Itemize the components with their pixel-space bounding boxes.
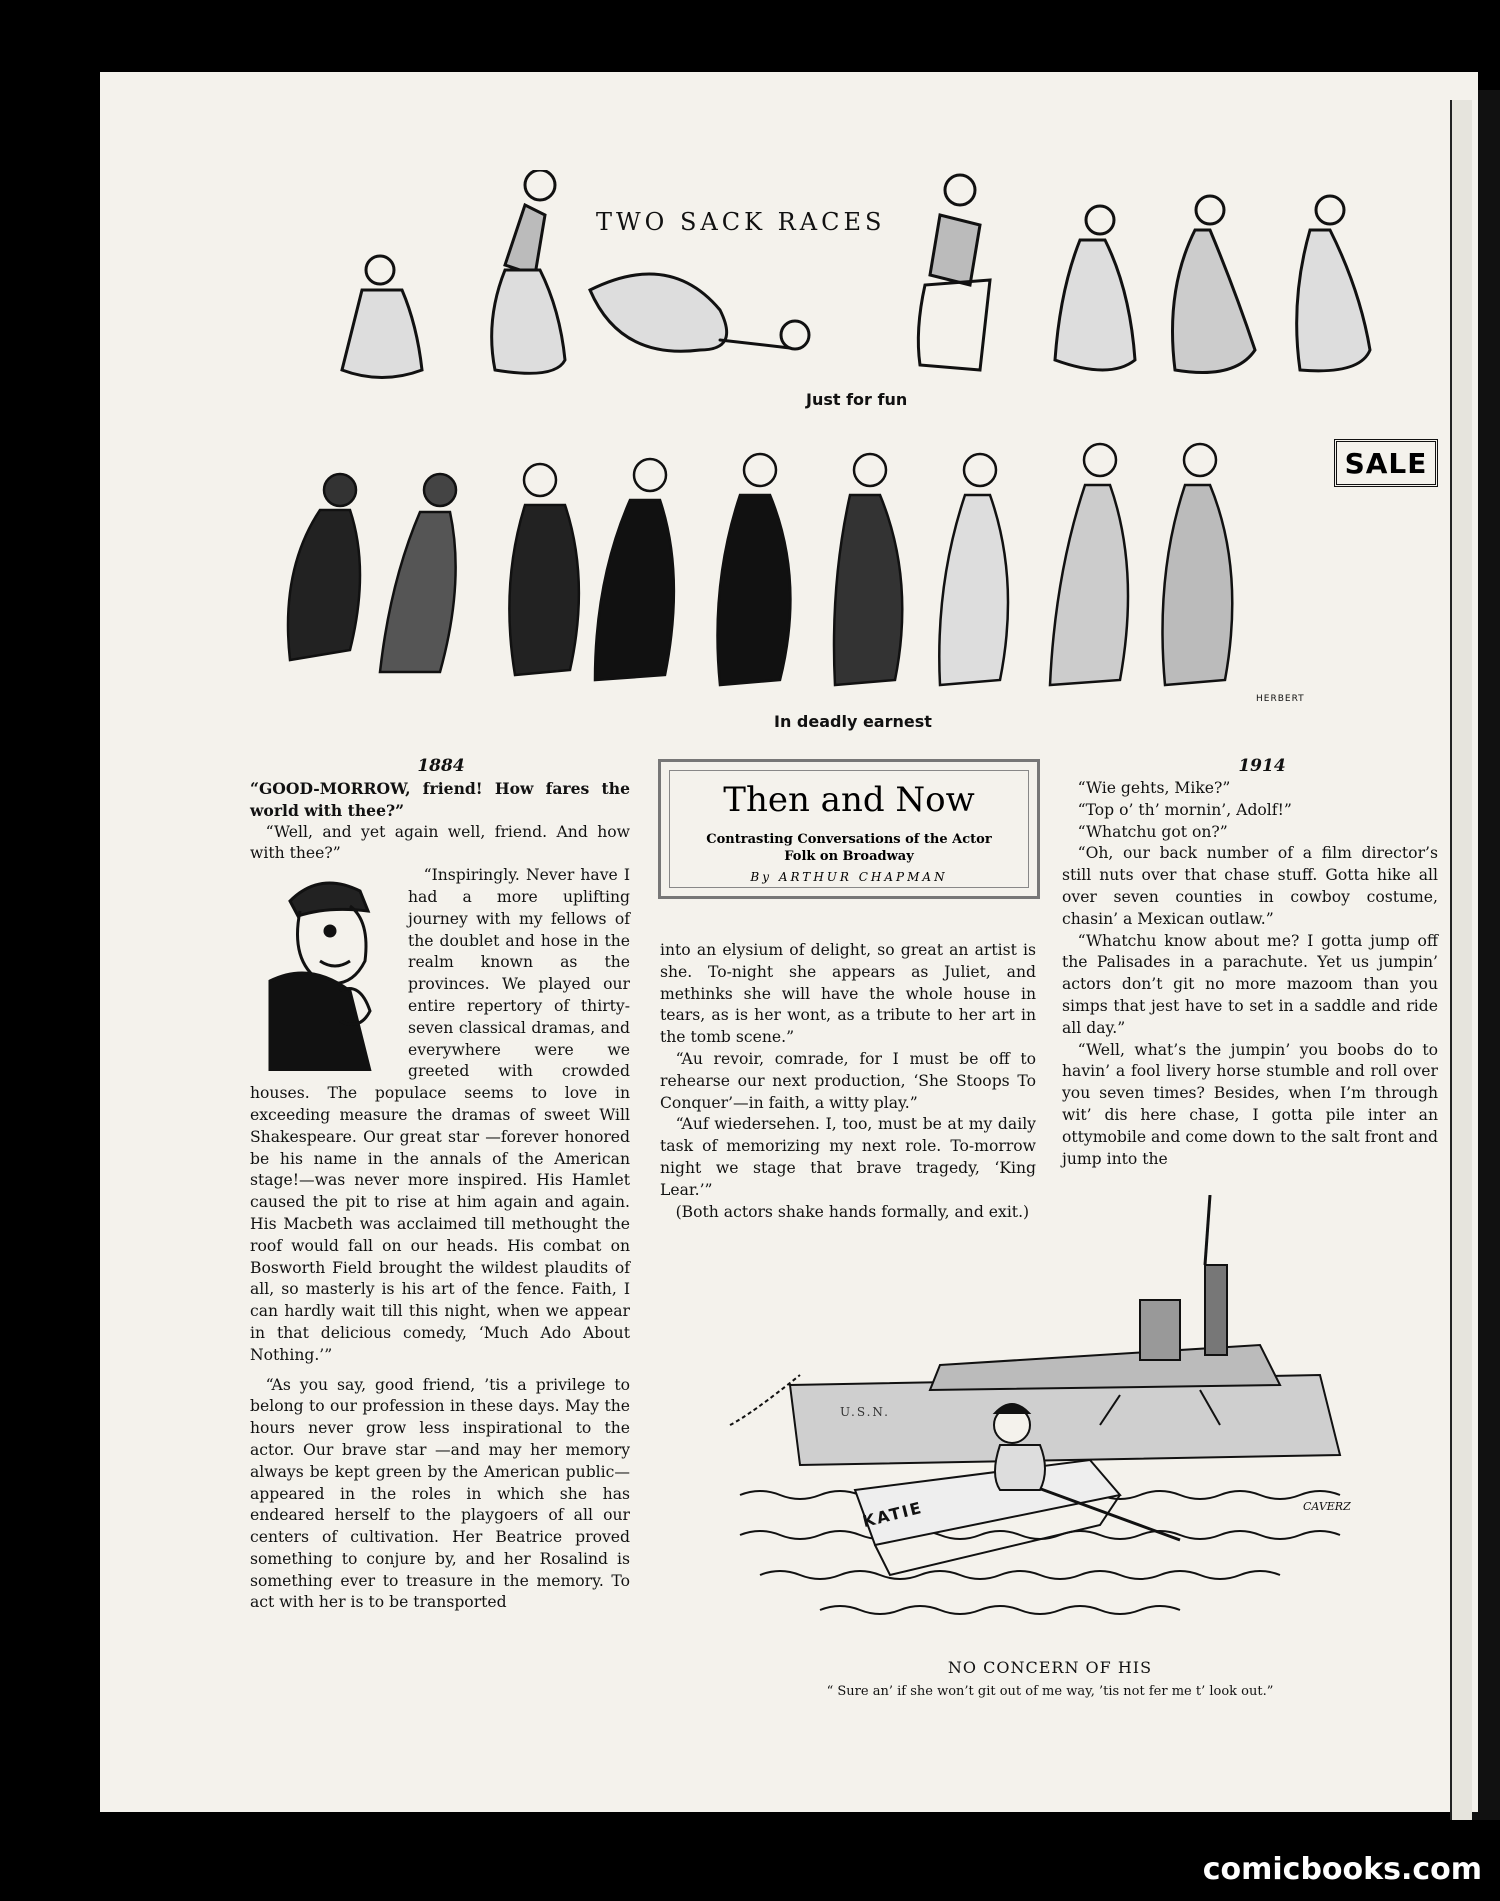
subtitle-line-1: Contrasting Conversations of the Actor	[706, 832, 992, 847]
byline: By ARTHUR CHAPMAN	[750, 870, 948, 884]
ship-hull	[790, 1195, 1340, 1465]
left-paragraph-4: “As you say, good friend, ’tis a privilege to belong to our profession in these days. May the hours never grow less inspirational to the actor. Our brave star —and may her memory always be kept green by the American public—appeared in the roles in which she has endeared herself to the playgoers of all our centers of cultivation. Her Beatrice proved something to conjure by, and her Rosalind is something ever to treasure in the memory. To act with her is to be transported	[250, 1375, 630, 1612]
middle-paragraph-2: “Au revoir, comrade, for I must be off to rehearse our next production, ‘She Stoops To Conquer’—in faith, a witty play.”	[660, 1049, 1036, 1112]
cartoonist-signature: CAVERZ	[1303, 1500, 1351, 1513]
caption-top: Just for fun	[806, 390, 908, 409]
shopper-3	[509, 464, 579, 675]
shopper-5	[718, 454, 791, 685]
illustration-title: TWO SACK RACES	[596, 208, 886, 236]
right-paragraph-6: “Well, what’s the jumpin’ you boobs do to havin’ a fool livery horse stumble and roll over you seven times? Besides, when I’m through wit’ dis here chase, I gotta pile inter an ottymobile and come down to the salt front and jump into the	[1062, 1040, 1438, 1168]
middle-paragraph-3: “Auf wiedersehen. I, too, must be at my daily task of memorizing my next role. To-morrow night we stage that brave tragedy, ‘King Lear.’”	[660, 1115, 1036, 1199]
right-paragraph-5: “Whatchu know about me? I gotta jump off the Palisades in a parachute. Yet us jumpin’ actors don’t git no more mazoom than you simps that jest have to set in a saddle and ride all day.”	[1062, 931, 1438, 1037]
year-1914: 1914	[1238, 756, 1286, 776]
column-left	[250, 778, 630, 1614]
battleship-cartoon	[700, 1195, 1400, 1645]
boat-name: KATIE	[860, 1497, 925, 1532]
article-title: Then and Now	[723, 780, 975, 820]
sale-rush-illustration	[270, 420, 1350, 705]
site-watermark: comicbooks.com	[1202, 1852, 1482, 1887]
shopper-4	[595, 459, 674, 680]
shopper-2	[380, 474, 456, 672]
caption-bottom: In deadly earnest	[774, 712, 932, 731]
left-paragraph-2: “Well, and yet again well, friend. And how with thee?”	[250, 822, 630, 863]
shopper-7	[939, 454, 1008, 685]
shopper-1	[288, 474, 360, 660]
left-paragraph-3: “Inspiringly. Never have I had a more uplifting journey with my fellows of the doublet and hose in the realm known as the provinces. We played our entire repertory of thirty-seven classical dramas, and everywhere were we greeted with crowded houses. The populace seems to love in exceeding measure the dramas of sweet Will Shakespeare. Our great star —forever honored be his name in the annals of the American stage!—was never more inspired. His Hamlet caused the pit to rise at him again and again. His Macbeth was acclaimed till methought the roof would fall on our heads. His combat on Bosworth Field brought the wildest plaudits of all, so masterly is his art of the fence. Faith, I can hardly wait till this night, when we appear in that delicious comedy, ‘Much Ado About Nothing.’”	[250, 866, 630, 1364]
shopper-9	[1163, 444, 1233, 685]
shopper-8	[1050, 444, 1128, 685]
cartoon-quote: “ Sure an’ if she won’t git out of me way, ’tis not fer me t’ look out.”	[826, 1684, 1274, 1699]
page-edge	[1450, 100, 1472, 1820]
year-1884: 1884	[417, 756, 465, 776]
sack-racer-fallen	[590, 274, 809, 351]
column-right	[1062, 778, 1438, 1170]
middle-paragraph-4: (Both actors shake hands formally, and exit.)	[675, 1202, 1030, 1221]
sack-racer-2	[492, 170, 565, 373]
article-title-box	[658, 759, 1040, 899]
sale-sign: SALE	[1334, 439, 1438, 487]
sack-racer-1	[342, 256, 422, 378]
right-paragraph-1: “Wie gehts, Mike?”	[1077, 779, 1231, 797]
sack-racer-6	[1173, 196, 1256, 373]
right-paragraph-2: “Top o’ th’ mornin’, Adolf!”	[1077, 800, 1292, 819]
sack-racer-7	[1297, 196, 1370, 371]
left-paragraph-1: “GOOD-MORROW, friend! How fares the world with thee?”	[250, 779, 630, 820]
cartoon-caption: NO CONCERN OF HIS	[947, 1658, 1153, 1677]
ship-marking: U.S.N.	[840, 1405, 890, 1419]
sack-race-illustration	[300, 170, 1400, 390]
article-subtitle	[661, 831, 1037, 865]
right-paragraph-3: “Whatchu got on?”	[1077, 822, 1228, 841]
shopper-6	[834, 454, 902, 685]
sack-racer-4	[918, 175, 990, 370]
subtitle-line-2: Folk on Broadway	[784, 849, 914, 864]
column-middle	[660, 940, 1036, 1223]
middle-paragraph-1: into an elysium of delight, so great an artist is she. To-night she appears as Juliet, and methinks she will have the whole house in tears, as is her wont, as a tribute to her art in the tomb scene.”	[660, 941, 1036, 1047]
illustrator-signature: HERBERT	[1256, 694, 1305, 704]
actor-caricature	[250, 871, 398, 1071]
right-paragraph-4: “Oh, our back number of a film director’s still nuts over that chase stuff. Gotta hike all over seven counties in cowboy costume, chasin’ a Mexican outlaw.”	[1062, 844, 1438, 928]
sack-racer-5	[1055, 206, 1135, 370]
